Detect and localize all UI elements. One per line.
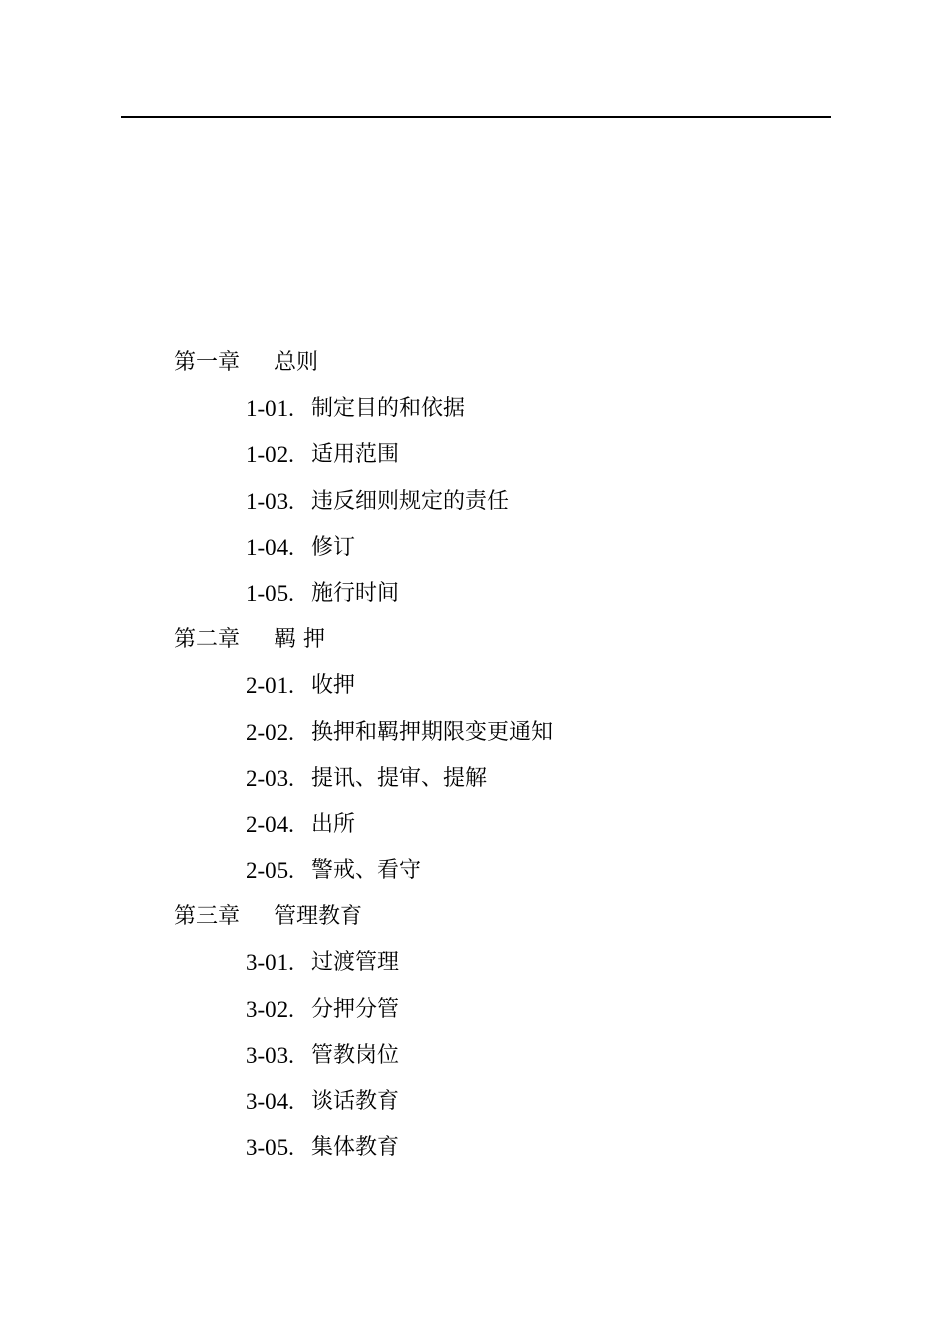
section-title: 修订 [311, 534, 356, 560]
section-title: 提讯、提审、提解 [311, 765, 488, 791]
chapter-number: 第二章 [174, 627, 241, 653]
section-number: 1-03. [246, 488, 294, 514]
toc-section-1-05[interactable] [0, 574, 950, 620]
toc-section-1-03[interactable] [0, 482, 950, 528]
toc-section-3-05[interactable] [0, 1128, 950, 1174]
section-title: 施行时间 [311, 580, 400, 606]
toc-chapter-3[interactable] [0, 897, 950, 943]
section-number: 3-01. [246, 950, 294, 976]
section-number: 1-02. [246, 442, 294, 468]
toc-section-2-03[interactable] [0, 759, 950, 805]
toc-section-1-04[interactable] [0, 528, 950, 574]
section-number: 1-05. [246, 580, 294, 606]
section-title: 集体教育 [311, 1135, 400, 1161]
chapter-number: 第三章 [174, 904, 241, 930]
section-number: 2-04. [246, 811, 294, 837]
toc-chapter-1[interactable] [0, 343, 950, 389]
toc-section-2-05[interactable] [0, 851, 950, 897]
toc-section-2-04[interactable] [0, 805, 950, 851]
section-title: 制定目的和依据 [311, 396, 466, 422]
toc-section-3-04[interactable] [0, 1082, 950, 1128]
toc-heading [0, 292, 950, 328]
chapter-title: 羁 押 [274, 627, 325, 653]
toc-section-1-02[interactable] [0, 435, 950, 481]
section-number: 3-04. [246, 1089, 294, 1114]
section-number: 2-01. [246, 673, 294, 699]
section-title: 过渡管理 [311, 950, 400, 976]
section-number: 3-03. [246, 1042, 294, 1068]
section-number: 3-05. [246, 1135, 294, 1161]
chapter-number: 第一章 [174, 350, 241, 375]
toc-section-2-01[interactable] [0, 666, 950, 712]
toc-section-1-01[interactable] [0, 389, 950, 435]
section-number: 1-01. [246, 396, 294, 422]
toc-section-2-02[interactable] [0, 713, 950, 759]
section-number: 2-05. [246, 858, 294, 884]
chapter-title: 总则 [274, 350, 319, 375]
toc-section-3-01[interactable] [0, 943, 950, 989]
section-number: 3-02. [246, 996, 294, 1022]
section-title: 警戒、看守 [311, 858, 422, 884]
toc-section-3-03[interactable] [0, 1036, 950, 1082]
chapter-title: 管理教育 [274, 904, 363, 930]
section-number: 2-02. [246, 719, 294, 745]
section-number: 1-04. [246, 534, 294, 560]
top-rule [121, 116, 831, 118]
toc-chapter-2[interactable] [0, 620, 950, 666]
toc-list [0, 343, 950, 1174]
section-title: 收押 [311, 673, 356, 699]
section-title: 分押分管 [311, 996, 400, 1022]
section-title: 管教岗位 [311, 1042, 400, 1068]
section-title: 谈话教育 [311, 1089, 400, 1114]
toc-section-3-02[interactable] [0, 990, 950, 1036]
section-title: 适用范围 [311, 442, 400, 468]
section-title: 出所 [311, 811, 356, 837]
section-title: 违反细则规定的责任 [311, 488, 510, 514]
section-title: 换押和羁押期限变更通知 [311, 719, 554, 745]
section-number: 2-03. [246, 765, 294, 791]
